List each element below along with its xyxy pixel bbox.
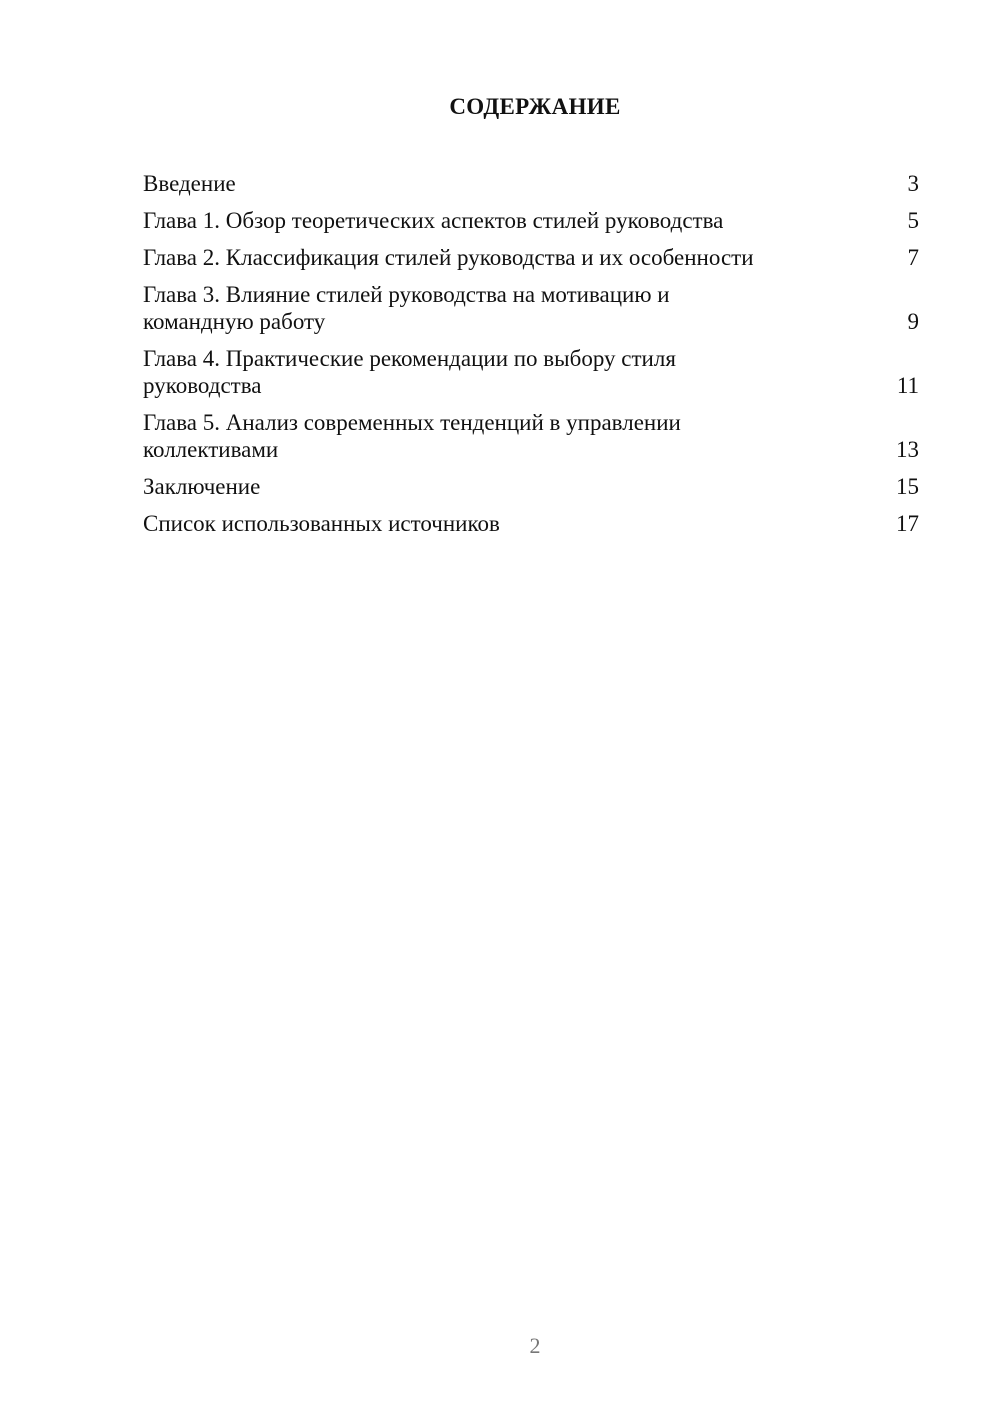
toc-entry-chapter-3[interactable] (143, 281, 919, 335)
toc-entry-title: Глава 1. Обзор теоретических аспектов стилей руководства (143, 208, 724, 233)
toc-entry-page: 5 (907, 208, 919, 233)
toc-entry-title: Глава 4. Практические рекомендации по выбору стиля руководства (143, 346, 676, 398)
toc-entry-chapter-5[interactable] (143, 409, 919, 463)
toc-entry-page: 3 (907, 171, 919, 196)
toc-heading: СОДЕРЖАНИЕ (449, 94, 621, 119)
toc-entry-introduction[interactable] (143, 170, 919, 197)
toc-entry-page: 7 (907, 245, 919, 270)
toc-entry-page: 15 (896, 474, 919, 499)
toc-entry-title: Список использованных источников (143, 511, 500, 536)
toc-entry-page: 13 (896, 437, 919, 462)
toc-entry-chapter-4[interactable] (143, 345, 919, 399)
toc-entry-chapter-1[interactable] (143, 207, 919, 234)
toc-entry-title: Заключение (143, 474, 261, 499)
toc-entry-page: 11 (896, 373, 919, 398)
toc-entry-title: Введение (143, 171, 236, 196)
table-of-contents (143, 170, 919, 547)
toc-entry-title: Глава 2. Классификация стилей руководства и их особенности (143, 245, 754, 270)
toc-entry-chapter-2[interactable] (143, 244, 919, 271)
toc-entry-title: Глава 5. Анализ современных тенденций в управлении коллективами (143, 410, 681, 462)
toc-entry-page: 17 (896, 511, 919, 536)
toc-entry-conclusion[interactable] (143, 473, 919, 500)
toc-entry-title: Глава 3. Влияние стилей руководства на мотивацию и командную работу (143, 282, 670, 334)
page-number: 2 (529, 1333, 541, 1358)
toc-entry-page: 9 (907, 309, 919, 334)
toc-entry-references[interactable] (143, 510, 919, 537)
